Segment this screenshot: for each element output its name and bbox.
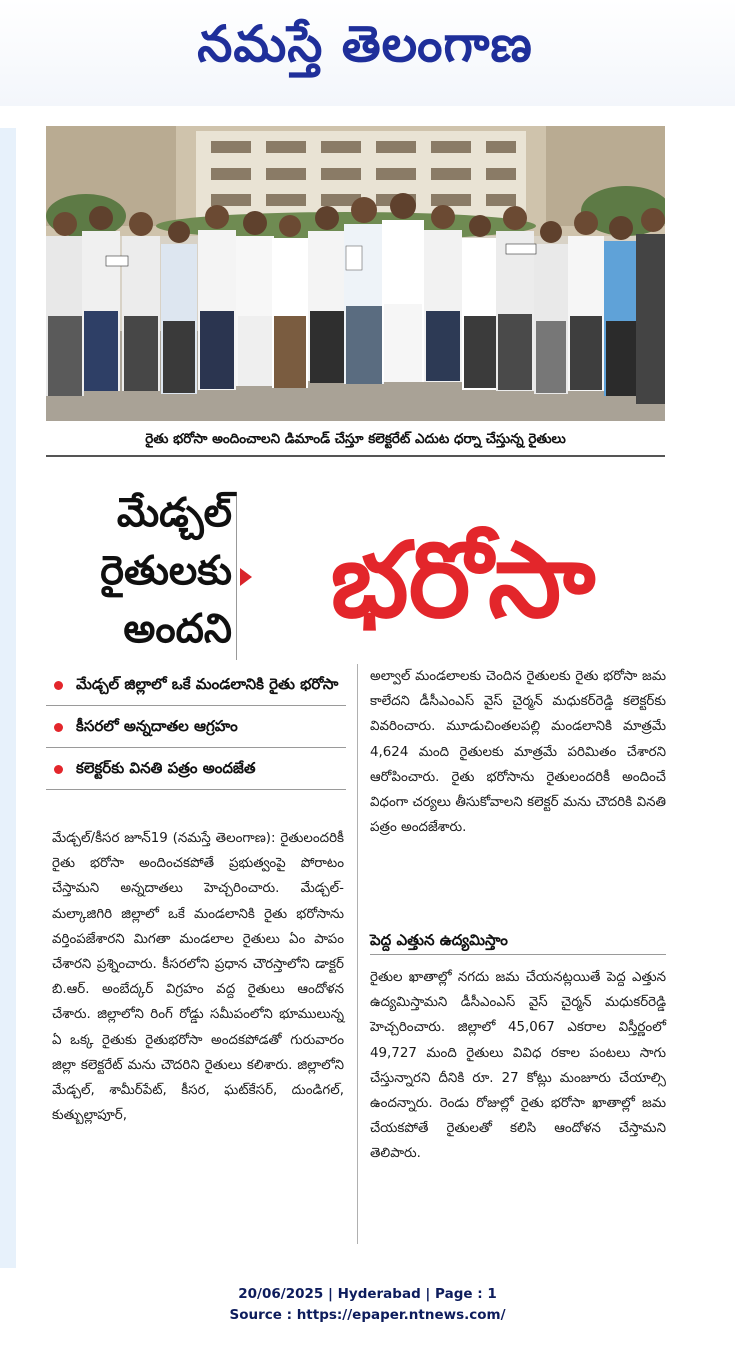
article-right-column-top (370, 664, 666, 840)
bullet-dot-icon (54, 765, 63, 774)
bullet-text: మేడ్చల్ జిల్లాలో ఒకే మండలానికి రైతు భరోసా (76, 675, 339, 693)
bullet-item (46, 672, 346, 706)
headline-kicker (46, 484, 232, 658)
article-right-column-bottom (370, 965, 666, 1167)
column-divider (357, 664, 358, 1244)
headline-main: భరోసా (330, 519, 596, 641)
headline-arrow-icon (240, 568, 252, 586)
bullet-dot-icon (54, 681, 63, 690)
bullet-dot-icon (54, 723, 63, 732)
left-margin-strip (0, 128, 16, 1268)
newspaper-logo: నమస్తే తెలంగాణ (197, 15, 533, 73)
bullet-item (46, 756, 346, 790)
page-footer (0, 1284, 735, 1326)
article-paragraph: అల్వాల్ మండలాలకు చెందిన రైతులకు రైతు భరోసా జమ కాలేదని డీసీఎంఎస్ వైస్ చైర్మన్ మధుకర్‌రెడ్డి కలెక్టర్‌కు వివరించారు. మూడుచింతలపల్లి మండలానికి మాత్రమే 4,624 మంది రైతులకు మాత్రమే పరిమితం చేశారని ఆరోపించారు. రైతు భరోసాను రైతులందరికీ అందించే విధంగా చర్యలు తీసుకోవాలని కలెక్టర్ మను చౌదరికి వినతి పత్రం అందజేశారు. (370, 669, 666, 836)
photo-caption: రైతు భరోసా అందించాలని డిమాండ్ చేస్తూ కలెక్టరేట్ ఎదుట ధర్నా చేస్తున్న రైతులు (145, 431, 566, 447)
bullet-text: కీసరలో అన్నదాతల ఆగ్రహం (76, 717, 238, 735)
masthead (0, 0, 735, 106)
highlight-bullets (46, 672, 346, 798)
article-left-column (52, 826, 344, 1128)
footer-source-line: Source : https://epaper.ntnews.com/ (229, 1307, 506, 1323)
headline-line-2: రైతులకు (100, 548, 232, 594)
article-paragraph: మేడ్చల్/కీసర జూన్19 (నమస్తే తెలంగాణ): రైతులందరికీ రైతు భరోసా అందించకపోతే ప్రభుత్వంపై పోరాటం చేస్తామని అన్నదాతలు హెచ్చరించారు. మేడ్చల్-మల్కాజిగిరి జిల్లాలో ఒకే మండలానికి రైతు భరోసాను వర్తింపజేశారని మిగతా మండలాల రైతులు ఏం పాపం చేశారని ప్రశ్నించారు. కీసరలోని ప్రధాన చౌరస్తాలోని డాక్టర్ బి.ఆర్. అంబేద్కర్ విగ్రహం వద్ద రైతులు ఆందోళన చేశారు. జిల్లాలోని రింగ్ రోడ్డు సమీపంలోని భూములున్న ఏ ఒక్క రైతుకు రైతుభరోసా అందకపోడతో గురువారం జిల్లా కలెక్టరేట్ మను చౌదరిని రైతులు కలిశారు. జిల్లాలోని మేడ్చల్, శామీర్‌పేట్, కీసర, ఘట్‌కేసర్, దుండిగల్, కుత్బుల్లాపూర్, (52, 831, 344, 1124)
bullet-text: కలెక్టర్‌కు వినతి పత్రం అందజేత (76, 759, 256, 777)
bullet-item (46, 714, 346, 748)
caption-divider (46, 455, 665, 457)
article-subheading: పెద్ద ఎత్తున ఉద్యమిస్తాం (370, 926, 666, 955)
news-photo (46, 126, 665, 421)
headline-line-3: అందని (123, 606, 232, 652)
footer-date-line: 20/06/2025 | Hyderabad | Page : 1 (238, 1286, 497, 1302)
photo-illustration (46, 126, 665, 421)
headline-line-1: మేడ్చల్ (116, 490, 232, 536)
article-paragraph: రైతుల ఖాతాల్లో నగదు జమ చేయనట్లయితే పెద్ద ఎత్తున ఉద్యమిస్తామని డీసీఎంఎస్ వైస్ చైర్మన్ మధుకర్‌రెడ్డి హెచ్చరించారు. జిల్లాలో 45,067 ఎకరాల విస్తీర్ణంలో 49,727 మంది రైతులు వివిధ రకాల పంటలు సాగు చేస్తున్నారని దీనికి రూ. 27 కోట్లు మంజూరు చేయాల్సి ఉందన్నారు. రెండు రోజుల్లో రైతు భరోసా ఖాతాల్లో జమ చేయకపోతే రైతులతో కలిసి ఆందోళన చేస్తామని తెలిపారు. (370, 970, 666, 1162)
headline-vertical-divider (236, 496, 237, 660)
